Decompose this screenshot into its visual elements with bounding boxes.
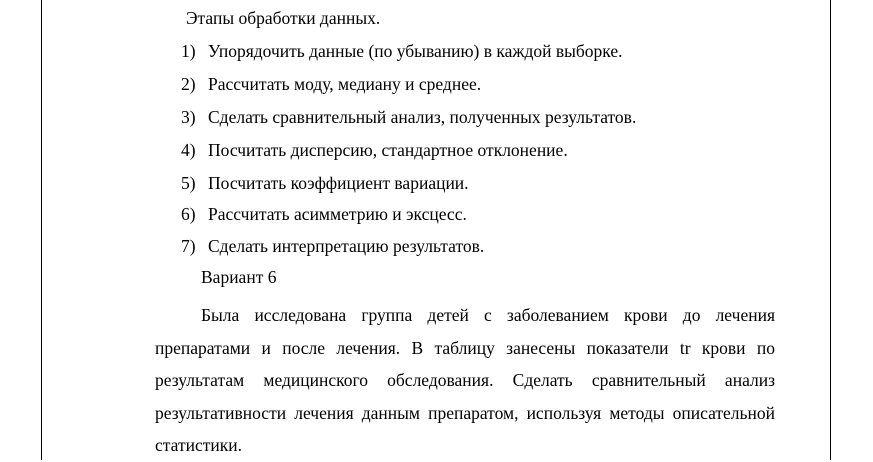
step-text: Посчитать коэффициент вариации.	[208, 173, 469, 193]
step-number: 4)	[181, 140, 196, 160]
step-number: 7)	[181, 236, 196, 256]
step-number: 5)	[181, 173, 196, 193]
step-item-1	[181, 40, 623, 62]
step-item-3	[181, 106, 636, 128]
step-item-4	[181, 139, 568, 161]
step-number: 2)	[181, 74, 196, 94]
step-text: Сделать сравнительный анализ, полученных результатов.	[208, 107, 637, 127]
variant-heading: Вариант 6	[201, 267, 277, 287]
step-number: 6)	[181, 204, 196, 224]
task-paragraph: Была исследована группа детей с заболеванием крови до лечения препаратами и после лечения. В таблицу занесены показатели tr крови по результатам медицинского обследования. Сделать сравнительный анализ результативности лечения данным препаратом, используя методы описательной статистики.	[155, 305, 775, 455]
step-number: 3)	[181, 107, 196, 127]
step-item-2	[181, 73, 481, 95]
section-heading: Этапы обработки данных.	[186, 8, 381, 28]
step-text: Рассчитать моду, медиану и среднее.	[208, 74, 482, 94]
step-item-6	[181, 203, 467, 225]
step-item-5	[181, 172, 469, 194]
step-item-7	[181, 235, 484, 257]
step-text: Упорядочить данные (по убыванию) в каждой выборке.	[208, 41, 623, 61]
step-text: Сделать интерпретацию результатов.	[208, 236, 485, 256]
step-text: Рассчитать асимметрию и эксцесс.	[208, 204, 467, 224]
step-text: Посчитать дисперсию, стандартное отклонение.	[208, 140, 568, 160]
step-number: 1)	[181, 41, 196, 61]
